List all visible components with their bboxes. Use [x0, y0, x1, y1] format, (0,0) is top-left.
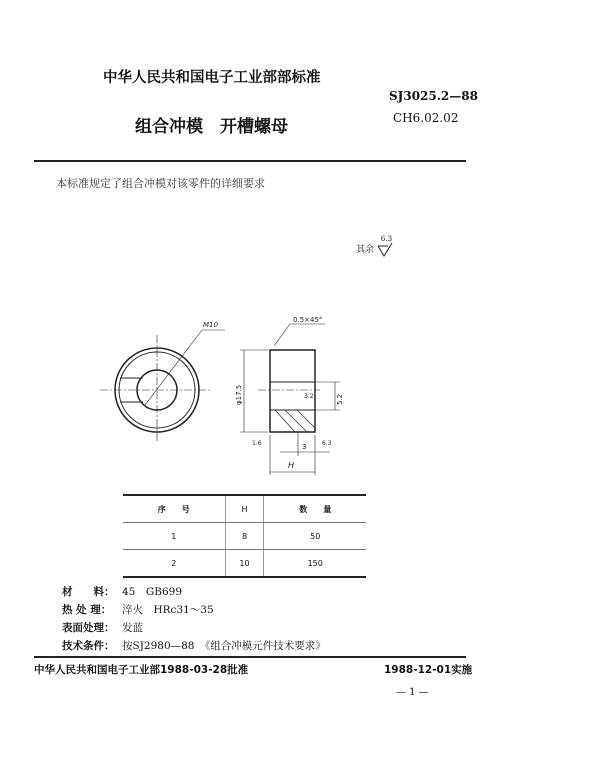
- spec-material: 材 料： 45 GB699: [62, 586, 183, 598]
- technical-drawing: [90, 310, 390, 490]
- header-cell: H: [225, 495, 264, 523]
- header-cell: 序 号: [123, 495, 225, 523]
- roughness-mark: 1.6: [252, 440, 262, 447]
- thread-label: M10: [203, 321, 218, 329]
- page-number: — 1 —: [396, 687, 429, 698]
- cell: 10: [225, 550, 264, 578]
- cell: 8: [225, 523, 264, 550]
- table-row: [123, 523, 366, 550]
- cell: 2: [123, 550, 225, 578]
- cell: 1: [123, 523, 225, 550]
- document-title: 组合冲模 开槽螺母: [135, 117, 288, 137]
- spec-surface-treatment: 表面处理： 发蓝: [62, 622, 143, 634]
- slot-depth-label: 3: [302, 443, 307, 451]
- cell: 150: [264, 550, 366, 578]
- issuing-organization: 中华人民共和国电子工业部部标准: [103, 70, 321, 86]
- part-code: CH6.02.02: [393, 111, 459, 125]
- roughness-label: 其余: [356, 245, 375, 255]
- roughness-note: [356, 234, 397, 257]
- footer-divider: [34, 656, 466, 658]
- front-view: [100, 321, 225, 442]
- intro-text: 本标准规定了组合冲模对该零件的详细要求: [56, 177, 265, 190]
- roughness-mark: 3.2: [304, 393, 314, 400]
- spec-technical-conditions: 技术条件： 按SJ2980—88 《组合冲模元件技术要求》: [62, 640, 326, 652]
- table-header-row: [123, 495, 366, 523]
- size-table: [123, 494, 366, 578]
- slot-width-label: 5.2: [336, 393, 344, 405]
- header-cell: 数 量: [264, 495, 366, 523]
- header-divider: [34, 160, 466, 162]
- roughness-mark: 6.3: [322, 440, 332, 447]
- spec-heat-treatment: 热 处 理： 淬火 HRc31～35: [62, 604, 214, 616]
- table-row: [123, 550, 366, 578]
- diameter-label: φ17.5: [235, 384, 243, 405]
- implementation-date: 1988-12-01实施: [384, 664, 473, 676]
- height-label: H: [288, 461, 295, 470]
- cell: 50: [264, 523, 366, 550]
- side-view: [235, 316, 344, 475]
- standard-code: SJ3025.2—88: [389, 89, 478, 103]
- chamfer-label: 0.5×45°: [293, 316, 323, 324]
- roughness-symbol-icon: 6.3: [377, 243, 397, 257]
- approval-note: 中华人民共和国电子工业部1988-03-28批准: [34, 664, 249, 676]
